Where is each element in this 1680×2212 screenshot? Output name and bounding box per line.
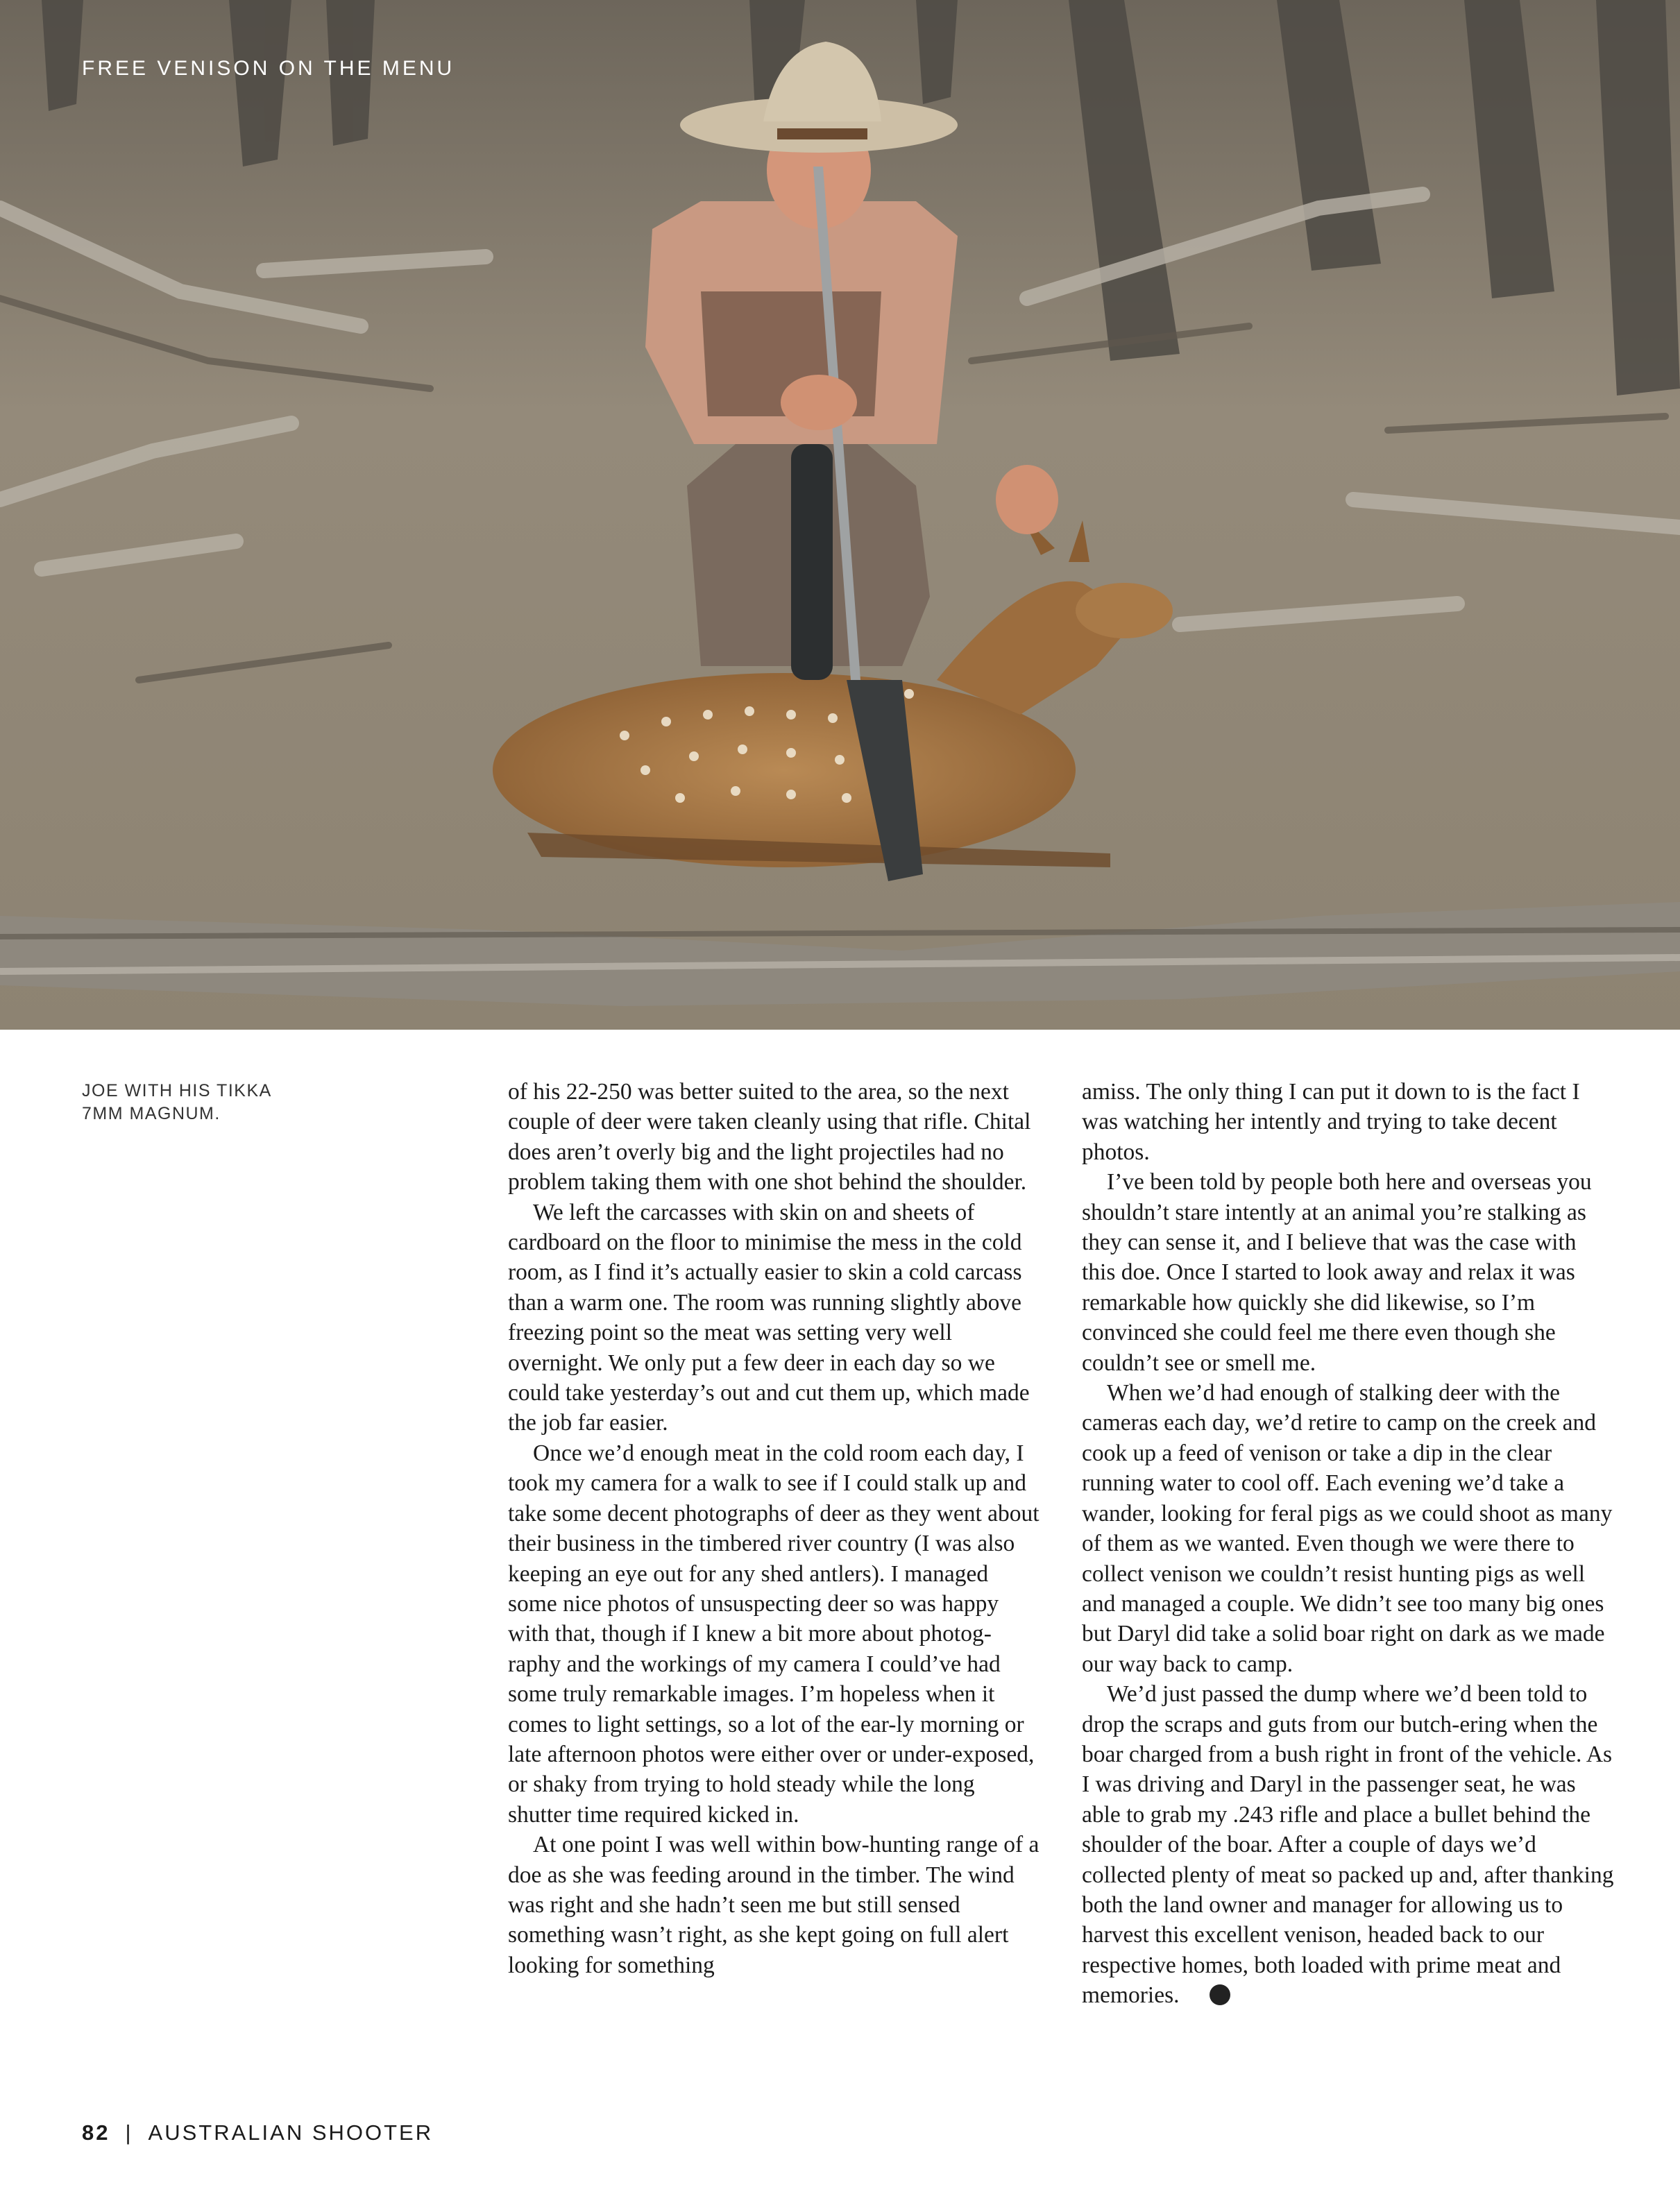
magazine-name: AUSTRALIAN SHOOTER: [148, 2120, 434, 2145]
caption-line: 7MM MAGNUM.: [82, 1104, 221, 1123]
article-column-2: [1082, 1077, 1615, 2011]
article-column-1: [508, 1077, 1041, 1980]
paragraph: of his 22-250 was better suited to the area, so the next couple of deer were taken cleanly using that rifle. Chital does aren’t overly big and the light projectiles had no problem taking them with one shot behind the shoulder.: [508, 1079, 1031, 1196]
paragraph: We left the carcasses with skin on and sheets of cardboard on the floor to minimise the mess in the cold room, as I find it’s actually easier to skin a cold carcass than a warm one. The room was running slightly above freezing point so the meat was setting very well overnight. We only put a few deer in each day so we could take yesterday’s out and cut them up, which made the job far easier.: [508, 1199, 1030, 1436]
article-photo: [0, 0, 1680, 1030]
paragraph: Once we’d enough meat in the cold room each day, I took my camera for a walk to see if I could stalk up and take some decent photographs of deer as they went about their business in the timbered river country (I was also keeping an eye out for any shed antlers). I managed some nice photos of unsuspecting deer so was happy with that, though if I knew a bit more about photog-raphy and the workings of my camera I could’ve had some truly remarkable images. I’m hopeless when it comes to light settings, so a lot of the ear-ly morning or late afternoon photos were either over or under-exposed, or shaky from trying to hold steady while the long shutter time required kicked in.: [508, 1440, 1040, 1828]
photo-illustration: [0, 0, 1680, 1030]
page-number: 82: [82, 2120, 110, 2145]
photo-caption: [82, 1080, 359, 1125]
section-label: FREE VENISON ON THE MENU: [82, 57, 455, 80]
page-footer: [82, 2120, 433, 2145]
end-of-article-icon: [1210, 1984, 1230, 2005]
paragraph: amiss. The only thing I can put it down to is the fact I was watching her intently and trying to take decent photos.: [1082, 1079, 1580, 1165]
paragraph: I’ve been told by people both here and overseas you shouldn’t stare intently at an animal you’re stalking as they can sense it, and I believe that was the case with this doe. Once I started to look away and relax it was remarkable how quickly she did likewise, so I’m convinced she could feel me there even though she couldn’t see or smell me.: [1082, 1169, 1592, 1376]
paragraph: At one point I was well within bow-hunting range of a doe as she was feeding around in the timber. The wind was right and she hadn’t seen me but still sensed something wasn’t right, as she kept going on full alert looking for something: [508, 1832, 1040, 1978]
footer-separator: |: [125, 2120, 133, 2145]
paragraph: When we’d had enough of stalking deer with the cameras each day, we’d retire to camp on the creek and cook up a feed of venison or take a dip in the clear running water to cool off. Each evening we’d take a wander, looking for feral pigs as we could shoot as many of them as we wanted. Even though we were there to collect venison we couldn’t resist hunting pigs as well and managed a couple. We didn’t see too many big ones but Daryl did take a solid boar right on dark as we made our way back to camp.: [1082, 1380, 1613, 1677]
paragraph-final: [1082, 1679, 1615, 2010]
caption-line: JOE WITH HIS TIKKA: [82, 1081, 272, 1100]
paragraph-text: We’d just passed the dump where we’d been told to drop the scraps and guts from our butch-ering when the boar charged from a bush right in front of the vehicle. As I was driving and Daryl in the passenger seat, he was able to grab my .243 rifle and place a bullet behind the shoulder of the boar. After a couple of days we’d collected plenty of meat so packed up and, after thanking both the land owner and manager for allowing us to harvest this excellent venison, headed back to our respective homes, both loaded with prime meat and memories.: [1082, 1681, 1614, 2009]
